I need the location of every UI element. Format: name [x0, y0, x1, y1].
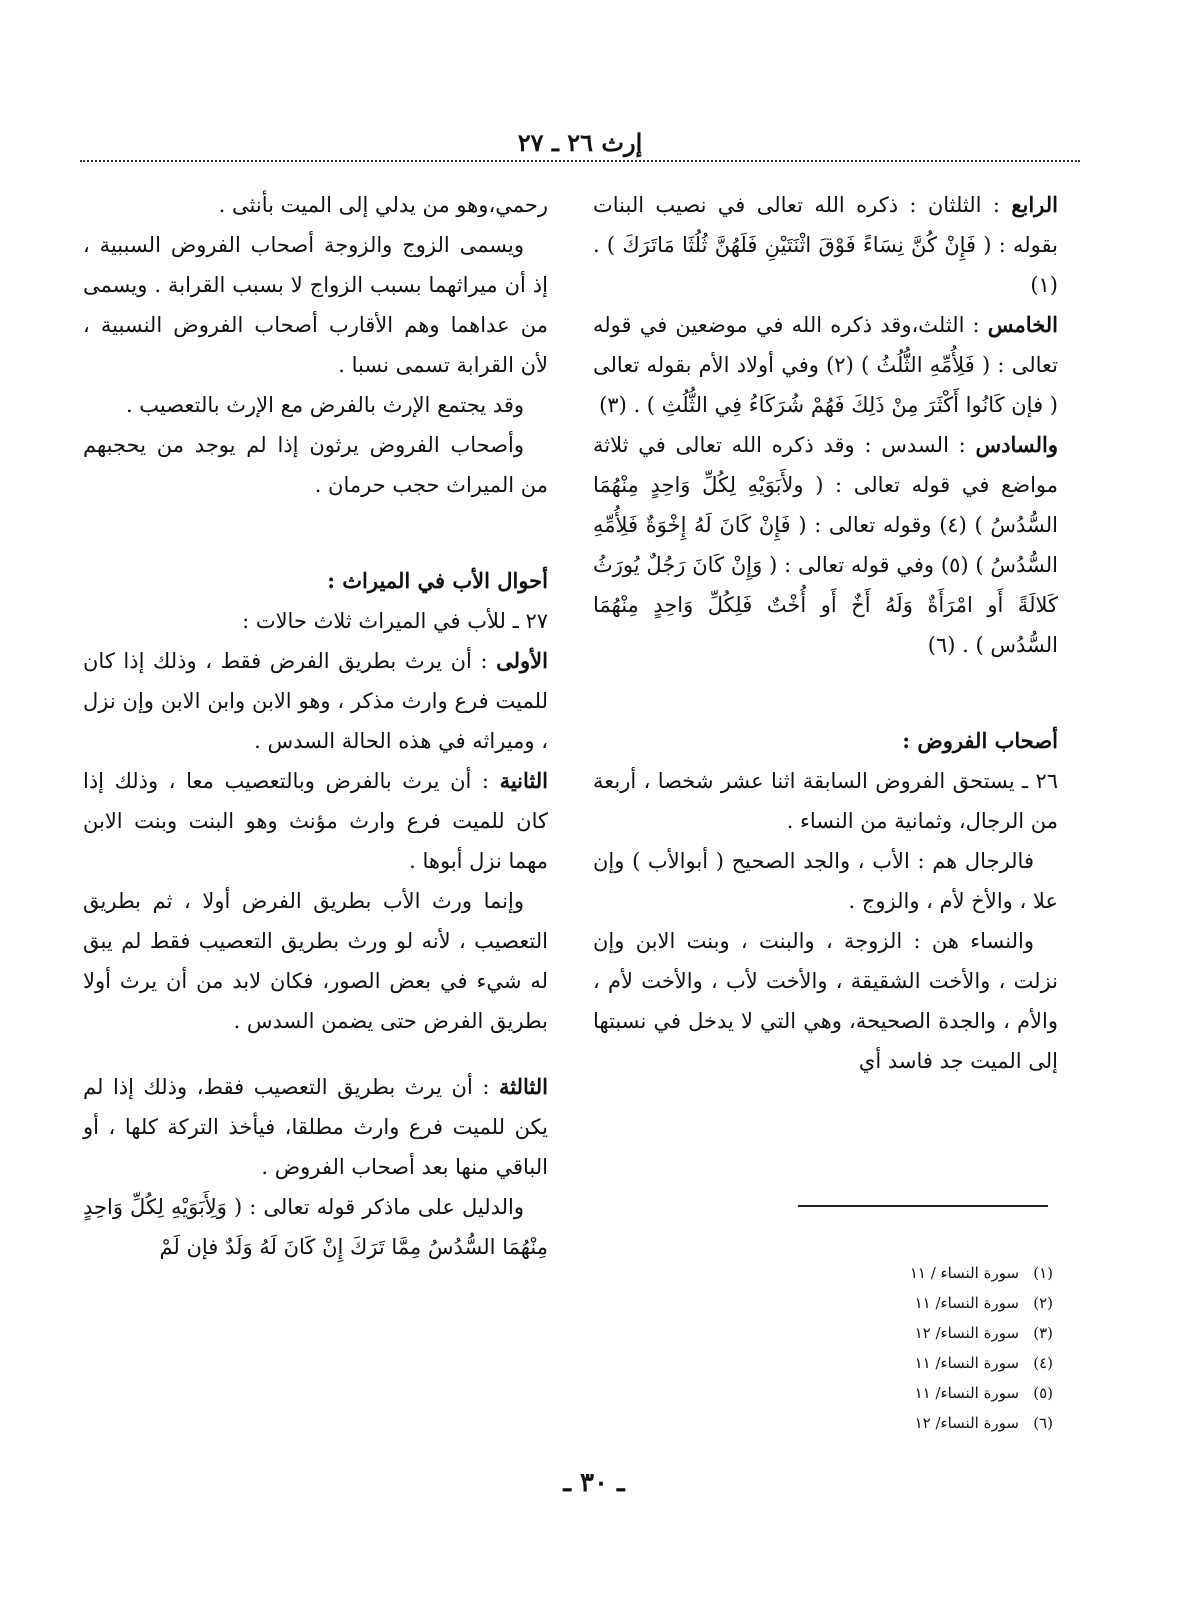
footnote [753, 1408, 1053, 1438]
header-dotted-rule [80, 160, 1080, 162]
left-column [83, 185, 548, 1267]
paragraph-text: : أن يرث بطريق الفرض فقط ، وذلك إذا كان للميت فرع وارث مذكر ، وهو الابن وابن الابن وإن نزل ، وميراثه في هذه الحالة السدس . [83, 649, 548, 753]
footnote [753, 1348, 1053, 1378]
page-number: ـ ٣٠ ـ [563, 1468, 625, 1498]
paragraph-text: : السدس : وقد ذكره الله تعالى في ثلاثة مواضع في قوله تعالى : ( ولأَبَوَيْهِ لِكُلِّ وَاحِدٍ مِنْهُمَا السُّدُسُ ) (٤) وقوله تعالى : ( فَإِنْ كَانَ لَهُ إِخْوَةٌ فَلِأُمِّهِ السُّدُسُ ) (٥) وفي قوله تعالى : ( وَإِنْ كَانَ رَجُلٌ يُورَثُ كَلالَةً أَو امْرَأَةٌ وَلَهُ أَخٌ أَو أُخْتٌ فَلِكُلِّ وَاحِدٍ مِنْهُمَا السُّدُس ) . (٦) [593, 433, 1058, 657]
footnote-text: سورة النساء/ ١١ [914, 1294, 1019, 1312]
footnote [753, 1318, 1053, 1348]
section-title-father: أحوال الأب في الميراث : [327, 568, 548, 593]
paragraph-text: : الثلثان : ذكره الله تعالى في نصيب البنات بقوله : ( فَإِنْ كُنَّ نِسَاءً فَوْقَ اثْنَتَيْنِ فَلَهُنَّ ثُلُثَا مَاتَرَكَ ) . (١) [593, 193, 1058, 297]
footnote-number: (٤) [1033, 1354, 1053, 1372]
paragraph-evidence: والدليل على ماذكر قوله تعالى : ( وَلِأَبَوَيْهِ لِكُلِّ وَاحِدٍ مِنْهُمَا السُّدُسُ مِمَّا تَرَكَ إِنْ كَانَ لَهُ وَلَدٌ فإن لَمْ [83, 1195, 548, 1259]
paragraph-third-case [83, 1067, 548, 1187]
term-fifth: الخامس [987, 312, 1058, 337]
paragraph-sixth [593, 425, 1058, 665]
footnote-number: (٥) [1033, 1384, 1053, 1402]
footnote-number: (٣) [1033, 1324, 1053, 1342]
paragraph-fourth [593, 185, 1058, 305]
paragraph-text: : الثلث،وقد ذكره الله في موضعين في قوله تعالى : ( فَلِأُمِّهِ الثُّلُثُ ) (٢) وفي أولاد الأم بقوله تعالى ( فإن كَانُوا أَكْثَرَ مِنْ ذَلِكَ فَهُمْ شُرَكَاءُ فِي الثُّلُثِ ) . (٣) [593, 313, 1058, 417]
spacer [83, 505, 548, 531]
paragraph-fifth [593, 305, 1058, 425]
term-first: الأولى [496, 648, 548, 673]
footnote-number: (٦) [1033, 1414, 1053, 1432]
paragraph-second-case [83, 761, 548, 881]
paragraph-text: : أن يرث بطريق التعصيب فقط، وذلك إذا لم يكن للميت فرع وارث مطلقا، فيأخذ التركة كلها ، أو الباقي منها بعد أصحاب الفروض . [83, 1075, 548, 1179]
term-second: الثانية [499, 768, 548, 793]
paragraph-26: ٢٦ ـ يستحق الفروض السابقة اثنا عشر شخصا ، أربعة من الرجال، وثمانية من النساء . [593, 769, 1058, 833]
footnote-text: سورة النساء / ١١ [909, 1264, 1019, 1282]
paragraph-text: : أن يرث بالفرض وبالتعصيب معا ، وذلك إذا كان للميت فرع وارث مؤنث وهو البنت وبنت الابن مهما نزل أبوها . [83, 769, 548, 873]
footnote [753, 1288, 1053, 1318]
footnote-text: سورة النساء/ ١٢ [914, 1324, 1019, 1342]
footnotes [753, 1258, 1053, 1438]
footnote-separator [798, 1205, 1048, 1207]
paragraph-reasoning: وإنما ورث الأب بطريق الفرض أولا ، ثم بطريق التعصيب ، لأنه لو ورث بطريق التعصيب فقط لم يبق له شيء في بعض الصور، فكان لابد من أن يرث أولا بطريق الفرض حتى يضمن السدس . [83, 889, 548, 1033]
section-title-heirs: أصحاب الفروض : [902, 728, 1058, 753]
footnote-text: سورة النساء/ ١١ [914, 1384, 1019, 1402]
paragraph-women: والنساء هن : الزوجة ، والبنت ، وبنت الابن وإن نزلت ، والأخت الشقيقة ، والأخت لأب ، والأخت لأم ، والأم ، والجدة الصحيحة، وهي التي لا يدخل في نسبتها إلى الميت جد فاسد أي [593, 929, 1058, 1073]
right-column [593, 185, 1058, 1081]
footnote-text: سورة النساء/ ١١ [914, 1354, 1019, 1372]
paragraph-causal-heirs: ويسمى الزوج والزوجة أصحاب الفروض السببية ، إذ أن ميراثهما بسبب الزواج لا بسبب القرابة . ويسمى من عداهما وهم الأقارب أصحاب الفروض النسبية ، لأن القرابة تسمى نسبا . [83, 233, 548, 377]
spacer [83, 1041, 548, 1067]
paragraph-first-case [83, 641, 548, 761]
term-fourth: الرابع [1011, 192, 1058, 217]
footnote-text: سورة النساء/ ١٢ [914, 1414, 1019, 1432]
spacer [593, 665, 1058, 691]
paragraph-men: فالرجال هم : الأب ، والجد الصحيح ( أبوالأب ) وإن علا ، والأخ لأم ، والزوج . [593, 849, 1058, 913]
term-sixth: والسادس [975, 432, 1058, 457]
paragraph-27: ٢٧ ـ للأب في الميراث ثلاث حالات : [242, 609, 548, 633]
running-header: إرث ٢٦ ـ ٢٧ [517, 128, 643, 157]
term-third: الثالثة [499, 1074, 548, 1099]
footnote [753, 1378, 1053, 1408]
paragraph-exclusion: وأصحاب الفروض يرثون إذا لم يوجد من يحجبهم من الميراث حجب حرمان . [83, 433, 548, 497]
footnote-number: (٢) [1033, 1294, 1053, 1312]
footnote [753, 1258, 1053, 1288]
paragraph-continued: رحمي،وهو من يدلي إلى الميت بأنثى . [218, 193, 548, 217]
paragraph-combined: وقد يجتمع الإرث بالفرض مع الإرث بالتعصيب . [125, 393, 524, 417]
footnote-number: (١) [1033, 1264, 1053, 1282]
